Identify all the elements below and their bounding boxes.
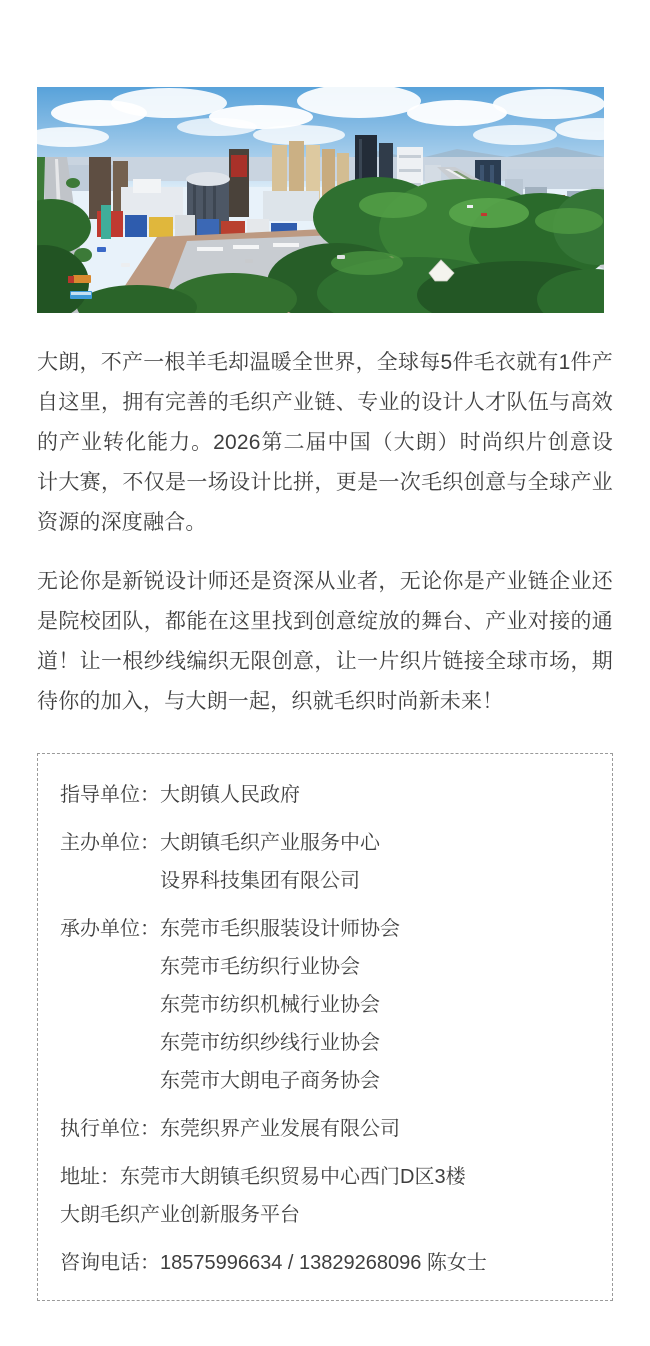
executor-unit-label: 执行单位： [60,1118,160,1140]
guidance-unit-label: 指导单位： [60,784,160,806]
unit-row-executor [60,1110,596,1148]
unit-value: 东莞市毛纺织行业协会 [160,956,360,978]
unit-value: 设界科技集团有限公司 [160,870,360,892]
unit-value: 大朗镇毛织产业服务中心 [160,832,380,854]
unit-value: 东莞市纺织机械行业协会 [160,994,380,1016]
unit-value: 东莞织界产业发展有限公司 [160,1118,400,1140]
address-block [60,1158,596,1234]
host-unit-values [160,824,596,900]
organizer-info-box [37,753,613,1301]
intro-paragraph-1: 大朗，不产一根羊毛却温暖全世界，全球每5件毛衣就有1件产自这里，拥有完善的毛织产业链、专业的设计人才队伍与高效的产业转化能力。2026第二届中国（大朗）时尚织片创意设计大赛，不仅是一场设计比拼，更是一次毛织创意与全球产业资源的深度融合。 [37,351,613,534]
organizer-unit-label: 承办单位： [60,918,160,940]
city-panorama-illustration [37,87,604,313]
city-panorama-photo [37,87,604,313]
contact-phone-line: 咨询电话：18575996634 / 13829268096 陈女士 [60,1252,487,1274]
executor-unit-values [160,1110,596,1148]
host-unit-label: 主办单位： [60,832,160,854]
unit-value: 东莞市大朗电子商务协会 [160,1070,380,1092]
intro-paragraph-2: 无论你是新锐设计师还是资深从业者，无论你是产业链企业还是院校团队，都能在这里找到创意绽放的舞台、产业对接的通道！让一根纱线编织无限创意，让一片织片链接全球市场，期待你的加入，与大朗一起，织就毛织时尚新未来！ [37,570,613,713]
unit-row-guidance [60,776,596,814]
address-line-2: 大朗毛织产业创新服务平台 [60,1204,300,1226]
guidance-unit-values [160,776,596,814]
unit-value: 东莞市纺织纱线行业协会 [160,1032,380,1054]
unit-row-organizer [60,910,596,1100]
organizer-unit-values [160,910,596,1100]
unit-value: 东莞市毛织服装设计师协会 [160,918,400,940]
unit-row-host [60,824,596,900]
address-line-1: 地址：东莞市大朗镇毛织贸易中心西门D区3楼 [60,1166,466,1188]
unit-value: 大朗镇人民政府 [160,784,300,806]
